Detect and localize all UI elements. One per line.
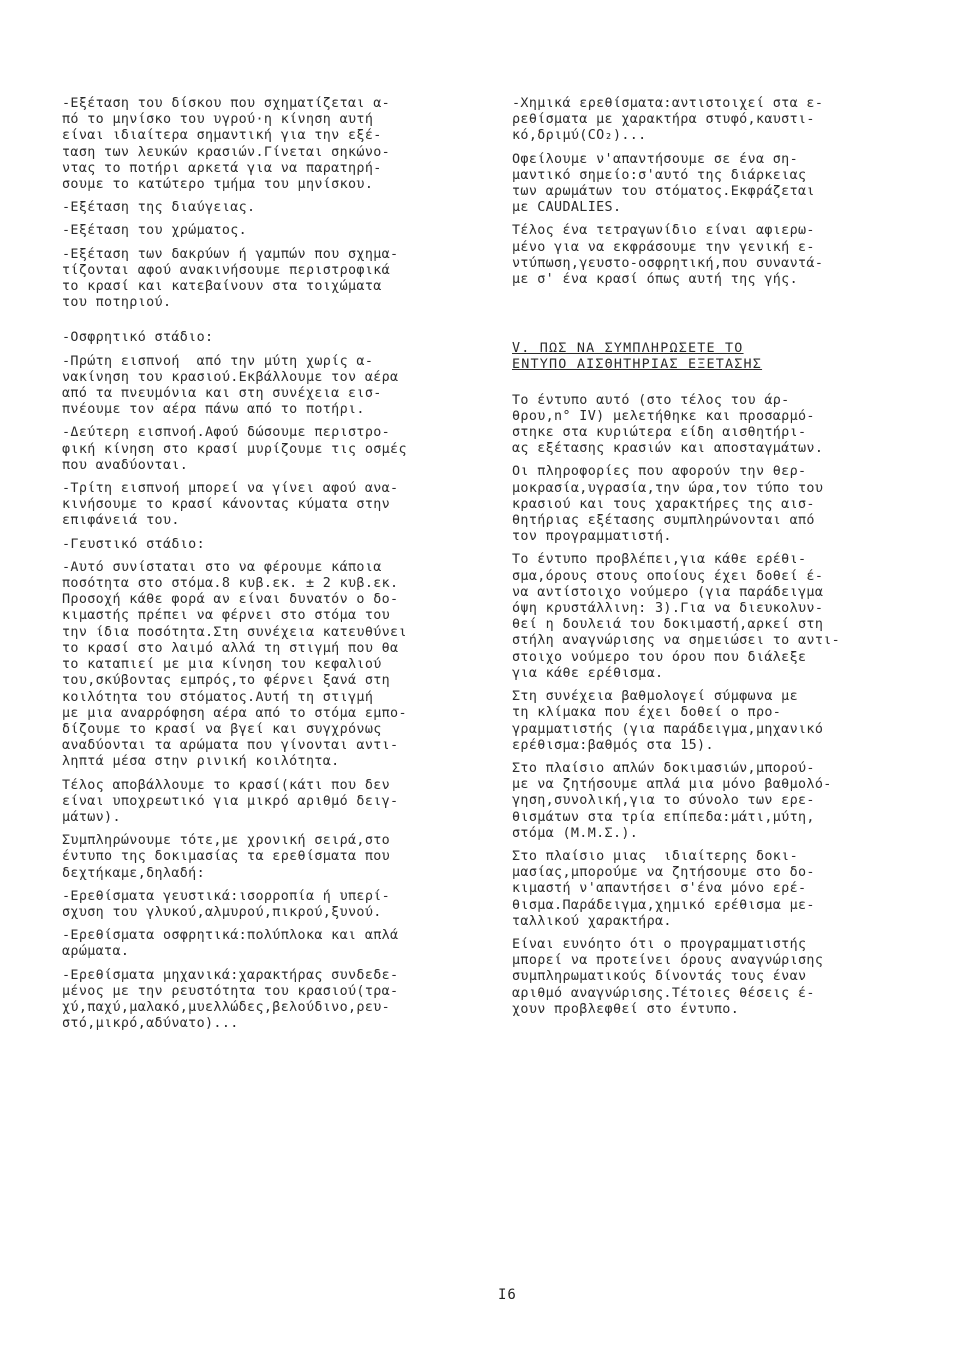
paragraph [62,354,494,419]
text-line: με CAUDALIES. [512,200,622,216]
text-line: -Εξέταση του δίσκου που σχηματίζεται α- [62,96,391,111]
right-column [512,96,918,1025]
text-line: -Ερεθίσματα γευστικά:ισορροπία ή υπερί- [62,888,391,904]
text-line: μένος με την ρευστότητα του κρασιού(τρα- [62,983,399,999]
text-line: μένο για να εκφράσουμε την γενική ε- [512,239,815,255]
text-line: από τα πνευμόνια και στη συνέχεια εισ- [62,386,382,402]
paragraph [62,833,494,882]
paragraph [62,330,494,346]
text-line: -Εξέταση των δακρύων ή γαμπών που σχημα- [62,246,399,262]
text-line: για κάθε ερέθισμα. [512,665,664,681]
heading-line: V. ΠΩΣ ΝΑ ΣΥΜΠΛΗΡΩΣΕΤΕ ΤΟ [512,341,744,357]
text-line: τη κλίμακα που έχει δοθεί ο προ- [512,705,782,721]
text-line: τον προγραμματιστή. [512,529,672,545]
paragraph [512,552,918,682]
text-line: ερέθισμα:βαθμός στα 15). [512,737,714,753]
text-line: των αρωμάτων του στόματος.Εκφράζεται [512,184,815,200]
paragraph [512,761,918,842]
text-line: συμπληρωματικούς δίνοντάς τους έναν [512,969,807,985]
paragraph [62,968,494,1033]
text-line: -Γευστικό στάδιο: [62,536,206,552]
text-line: Το έντυπο αυτό (στο τέλος του άρ- [512,392,790,408]
text-line: τίζονται αφού ανακινήσουμε περιστροφικά [62,262,391,278]
text-line: ποσότητα στο στόμα.8 κυβ.εκ. ± 2 κυβ.εκ. [62,576,399,592]
text-line: ντύπωση,γευστο-οσφρητική,που συναντά- [512,255,824,271]
text-line: γηση,συνολική,για το σύνολο των ερε- [512,793,815,809]
paragraph [512,937,918,1018]
text-line: φική κίνηση στο κρασί μυρίζουμε τις οσμές [62,441,407,457]
paragraph [62,425,494,474]
text-line: κινήσουμε το κρασί κάνοντας κύματα στην [62,497,391,513]
text-line: -Τρίτη εισπνοή μπορεί να γίνει αφού ανα- [62,481,399,497]
paragraph [512,393,918,458]
text-line: κιμαστή ν'απαντήσει σ'ένα μόνο ερέ- [512,881,807,897]
text-line: είναι ιδιαίτερα σημαντική για την εξέ- [62,128,382,144]
text-line: επιφάνειά του. [62,513,180,529]
text-line: στηκε στα κυριώτερα είδη αισθητήρι- [512,425,807,441]
paragraph [62,247,494,312]
paragraph [512,849,918,930]
text-line: -Ερεθίσματα μηχανικά:χαρακτήρας συνδεδε- [62,967,399,983]
text-line: αναδύονται τα αρώματα που γίνονται αντι- [62,738,399,754]
text-line: θρου,n° IV) μελετήθηκε και προσαρμό- [512,408,815,424]
text-line: θισμα.Παράδειγμα,χημικό ερέθισμα με- [512,897,815,913]
text-line: Στη συνέχεια βαθμολογεί σύμφωνα με [512,689,799,705]
paragraph [62,537,494,553]
text-line: Προσοχή κάθε φορά αν είναι δυνατόν ο δο- [62,592,399,608]
section-heading [512,341,918,373]
text-line: θητήριας εξέτασης συμπληρώνονται από [512,513,815,529]
text-line: ταλλικού χαρακτήρα. [512,913,672,929]
text-line: Συμπληρώνουμε τότε,με χρονική σειρά,στο [62,833,391,849]
text-line: αριθμό αναγνώρισης.Τέτοιες θέσεις έ- [512,985,815,1001]
text-line: αρώματα. [62,944,130,960]
paragraph [512,464,918,545]
text-line: -Χημικά ερεθίσματα:αντιστοιχεί στα ε- [512,96,824,111]
text-line: μασίας,μπορούμε να ζητήσουμε στο δο- [512,865,815,881]
left-column [62,96,494,1039]
text-line: μαντικό σημείο:σ'αυτό της διάρκειας [512,167,807,183]
text-line: σουμε το κατώτερο τμήμα του μηνίσκου. [62,177,374,193]
text-line: μπορεί να προτείνει όρους αναγνώρισης [512,953,824,969]
paragraph [512,223,918,288]
text-line: -Οσφρητικό στάδιο: [62,330,214,346]
text-line: του,σκύβοντας εμπρός,το φέρνει ξανά στη [62,673,391,689]
text-line: σχυση του γλυκού,αλμυρού,πικρού,ξυνού. [62,904,382,920]
text-line: Το έντυπο προβλέπει,για κάθε ερέθι- [512,552,807,568]
paragraph [512,689,918,754]
text-line: μοκρασία,υγρασία,την ώρα,τον τύπο του [512,480,824,496]
text-line: -Δεύτερη εισπνοή.Αφού δώσουμε περιστρο- [62,425,391,441]
text-line: Οι πληροφορίες που αφορούν την θερ- [512,464,807,480]
text-line: χύ,παχύ,μαλακό,μυελλώδες,βελούδινο,ρευ- [62,999,391,1015]
text-line: -Εξέταση της διαύγειας. [62,200,256,216]
text-line: κοιλότητα του στόματος.Αυτή τη στιγμή [62,689,374,705]
text-line: ντας το ποτήρι αρκετά για να παρατηρή- [62,160,382,176]
text-line: κό,δριμύ(CO₂)... [512,128,647,144]
text-line: -Ερεθίσματα οσφρητικά:πολύπλοκα και απλά [62,928,399,944]
text-line: χουν προβλεφθεί στο έντυπο. [512,1001,740,1017]
paragraph [62,96,494,193]
section-gap [62,318,494,330]
text-line: είναι υποχρεωτικό για μικρό αριθμό δειγ- [62,793,399,809]
text-line: στό,μικρό,αδύνατο)... [62,1016,239,1032]
text-line: θεί η δουλειά του δοκιμαστή,αρκεί στη [512,617,824,633]
text-line: του ποτηριού. [62,295,172,311]
text-line: νακίνηση του κρασιού.Εκβάλλουμε τον αέρα [62,369,399,385]
text-line: κρασιού και τους χαρακτήρες της αισ- [512,496,815,512]
paragraph [62,481,494,530]
page-number: I6 [498,1287,517,1303]
text-line: δεχτήκαμε,δηλαδή: [62,865,206,881]
text-line: -Αυτό συνίσταται στο να φέρουμε κάποια [62,559,382,575]
text-line: στοιχο νούμερο του όρου που διάλεξε [512,649,807,665]
text-line: κιμαστής πρέπει να φέρνει στο στόμα του [62,608,391,624]
text-line: ρεθίσματα με χαρακτήρα στυφό,καυστι- [512,112,815,128]
text-line: που αναδύονται. [62,457,189,473]
text-line: ληπτά μέσα στην ρινική κοιλότητα. [62,754,340,770]
paragraph [62,928,494,960]
text-line: με να ζητήσουμε απλά μια μόνο βαθμολό- [512,777,832,793]
text-line: το κρασί και κατεβαίνουν στα τοιχώματα [62,279,382,295]
paragraph [62,560,494,771]
paragraph [62,889,494,921]
text-line: Τέλος αποβάλλουμε το κρασί(κάτι που δεν [62,777,391,793]
paragraph [512,96,918,145]
paragraph [62,223,494,239]
text-line: Στο πλαίσιο μιας ιδιαίτερης δοκι- [512,848,799,864]
paragraph [62,200,494,216]
text-line: ταση των λευκών κρασιών.Γίνεται σηκώνο- [62,144,391,160]
text-line: δίζουμε το κρασί να βγεί και συγχρόνως [62,721,382,737]
text-line: έντυπο της δοκιμασίας τα ερεθίσματα που [62,849,391,865]
text-line: σμα,όρους στους οποίους έχει δοθεί έ- [512,568,824,584]
text-line: ας εξέτασης κρασιών και αποσταγμάτων. [512,441,824,457]
text-line: Είναι ευνόητο ότι ο προγραμματιστής [512,936,807,952]
text-line: -Εξέταση του χρώματος. [62,223,248,239]
paragraph [62,778,494,827]
text-line: πό το μηνίσκο του υγρού·η κίνηση αυτή [62,112,374,128]
paragraph [512,152,918,217]
text-line: Τέλος ένα τετραγωνίδιο είναι αφιερω- [512,223,815,239]
text-line: στήλη αναγνώρισης να σημειώσει το αντι- [512,633,841,649]
text-line: το καταπιεί με μια κίνηση του κεφαλιού [62,657,382,673]
text-line: πνέουμε τον αέρα πάνω από το ποτήρι. [62,402,365,418]
section-gap [512,295,918,341]
text-line: Οφείλουμε ν'απαντήσουμε σε ένα ση- [512,151,799,167]
heading-line: ΕΝΤΥΠΟ ΑΙΣΘΗΤΗΡΙΑΣ ΕΞΕΤΑΣΗΣ [512,357,763,373]
text-line: με σ' ένα κρασί όπως αυτή της γής. [512,272,799,288]
text-line: όψη κρυστάλλινη: 3).Για να διευκολυν- [512,601,824,617]
text-line: την ίδια ποσότητα.Στη συνέχεια κατευθύνει [62,624,407,640]
text-line: να αντίστοιχο νούμερο (για παράδειγμα [512,584,824,600]
text-line: θισμάτων στα τρία επίπεδα:μάτι,μύτη, [512,809,815,825]
text-line: -Πρώτη εισπνοή από την μύτη χωρίς α- [62,353,374,369]
text-line: με μια αναρρόφηση αέρα από το στόμα εμπο- [62,705,407,721]
text-line: γραμματιστής (για παράδειγμα,μηχανικό [512,721,824,737]
text-line: το κρασί στο λαιμό αλλά τη στιγμή που θα [62,640,399,656]
text-line: στόμα (Μ.Μ.Σ.). [512,825,639,841]
text-line: Στο πλαίσιο απλών δοκιμασιών,μπορού- [512,760,815,776]
text-line: μάτων). [62,809,121,825]
section-gap [512,381,918,393]
